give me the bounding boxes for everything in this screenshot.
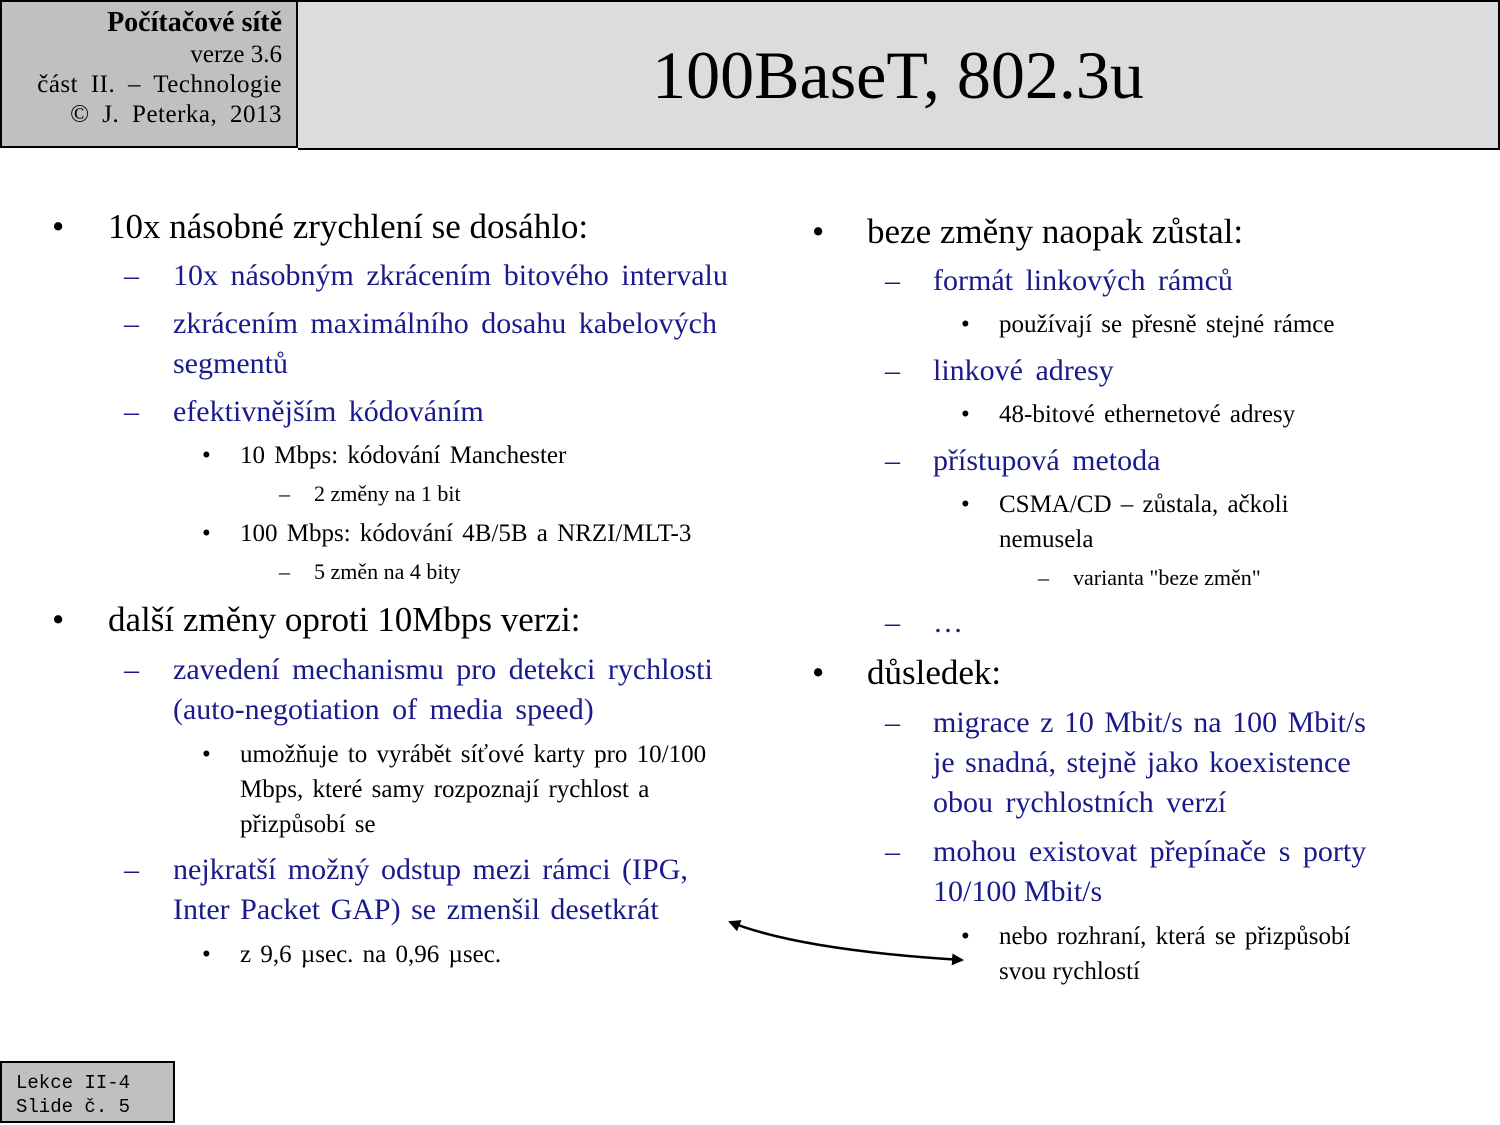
dash-marker: – — [885, 444, 900, 477]
right-sub-1-1: formát linkových rámců — [933, 264, 1233, 297]
left-bullet-1: 10x násobné zrychlení se dosáhlo: — [108, 207, 589, 246]
left-item-4b5b: 100 Mbps: kódování 4B/5B a NRZI/MLT-3 — [240, 520, 692, 547]
right-item-interfaces-cont: svou rychlostí — [999, 958, 1140, 985]
dash-marker: – — [124, 259, 139, 292]
bullet-marker: • — [202, 520, 211, 547]
course-part: část II. – Technologie — [37, 71, 282, 98]
bullet-marker: • — [961, 923, 970, 950]
right-bullet-1: beze změny naopak zůstal: — [867, 212, 1244, 251]
bullet-marker: • — [202, 741, 211, 768]
left-item-ipg: z 9,6 µsec. na 0,96 µsec. — [240, 941, 502, 968]
dash-marker: – — [279, 559, 290, 584]
dash-marker: – — [885, 354, 900, 387]
right-bullet-2: důsledek: — [867, 653, 1002, 692]
left-sub-2-2: nejkratší možný odstup mezi rámci (IPG, — [173, 853, 688, 886]
bullet-marker: • — [202, 442, 211, 469]
dash-marker: – — [124, 653, 139, 686]
left-item-autoneg-cont-1: Mbps, které samy rozpoznají rychlost a — [240, 776, 650, 803]
right-item-frames: používají se přesně stejné rámce — [999, 311, 1335, 338]
right-sub-1-2: linkové adresy — [933, 354, 1114, 387]
dash-marker: – — [124, 307, 139, 340]
left-sub-1-3: efektivnějším kódováním — [173, 395, 484, 428]
left-sub-2-1-cont: (auto-negotiation of media speed) — [173, 693, 594, 726]
right-item-interfaces: nebo rozhraní, která se přizpůsobí — [999, 923, 1351, 950]
right-sub-2-2-cont: 10/100 Mbit/s — [933, 875, 1103, 908]
right-item-csma-detail: varianta "beze změn" — [1073, 565, 1261, 590]
right-sub-2-1-cont-1: je snadná, stejně jako koexistence — [933, 746, 1351, 779]
dash-marker: – — [124, 395, 139, 428]
left-sub-1-1: 10x násobným zkrácením bitového intervalu — [173, 259, 728, 292]
bullet-marker: • — [812, 653, 825, 692]
slide-number-label: Slide č. 5 — [16, 1096, 131, 1118]
bullet-marker: • — [812, 212, 825, 251]
left-item-manchester-detail: 2 změny na 1 bit — [314, 481, 461, 506]
bullet-marker: • — [961, 311, 970, 338]
right-item-csma-cont: nemusela — [999, 526, 1094, 553]
right-sub-2-2: mohou existovat přepínače s porty — [933, 835, 1367, 868]
dash-marker: – — [885, 706, 900, 739]
right-sub-2-1: migrace z 10 Mbit/s na 100 Mbit/s — [933, 706, 1366, 739]
course-name: Počítačové sítě — [107, 7, 282, 38]
slide-footer — [0, 1061, 175, 1123]
bullet-marker: • — [202, 941, 211, 968]
left-sub-1-2: zkrácením maximálního dosahu kabelových — [173, 307, 717, 340]
course-version: verze 3.6 — [190, 41, 282, 68]
left-item-4b5b-detail: 5 změn na 4 bity — [314, 559, 461, 584]
bullet-marker: • — [961, 491, 970, 518]
bullet-marker: • — [52, 600, 65, 639]
right-sub-1-4: … — [933, 606, 963, 639]
lecture-label: Lekce II-4 — [16, 1072, 131, 1094]
left-item-autoneg: umožňuje to vyrábět síťové karty pro 10/100 — [240, 741, 707, 768]
right-item-addresses: 48-bitové ethernetové adresy — [999, 401, 1296, 428]
dash-marker: – — [885, 606, 900, 639]
right-sub-1-3: přístupová metoda — [933, 444, 1161, 477]
course-copyright: © J. Peterka, 2013 — [70, 101, 282, 128]
bullet-marker: • — [961, 401, 970, 428]
dash-marker: – — [885, 835, 900, 868]
left-sub-1-2-cont: segmentů — [173, 347, 288, 380]
dash-marker: – — [124, 853, 139, 886]
left-bullet-2: další změny oproti 10Mbps verzi: — [108, 600, 581, 639]
dash-marker: – — [279, 481, 290, 506]
left-item-manchester: 10 Mbps: kódování Manchester — [240, 442, 567, 469]
bullet-marker: • — [52, 207, 65, 246]
left-sub-2-2-cont: Inter Packet GAP) se zmenšil desetkrát — [173, 893, 659, 926]
dash-marker: – — [885, 264, 900, 297]
dash-marker: – — [1038, 565, 1049, 590]
slide-title: 100BaseT, 802.3u — [652, 36, 1144, 113]
left-item-autoneg-cont-2: přizpůsobí se — [240, 811, 376, 838]
left-sub-2-1: zavedení mechanismu pro detekci rychlosti — [173, 653, 713, 686]
right-item-csma: CSMA/CD – zůstala, ačkoli — [999, 491, 1289, 518]
right-sub-2-1-cont-2: obou rychlostních verzí — [933, 786, 1227, 819]
